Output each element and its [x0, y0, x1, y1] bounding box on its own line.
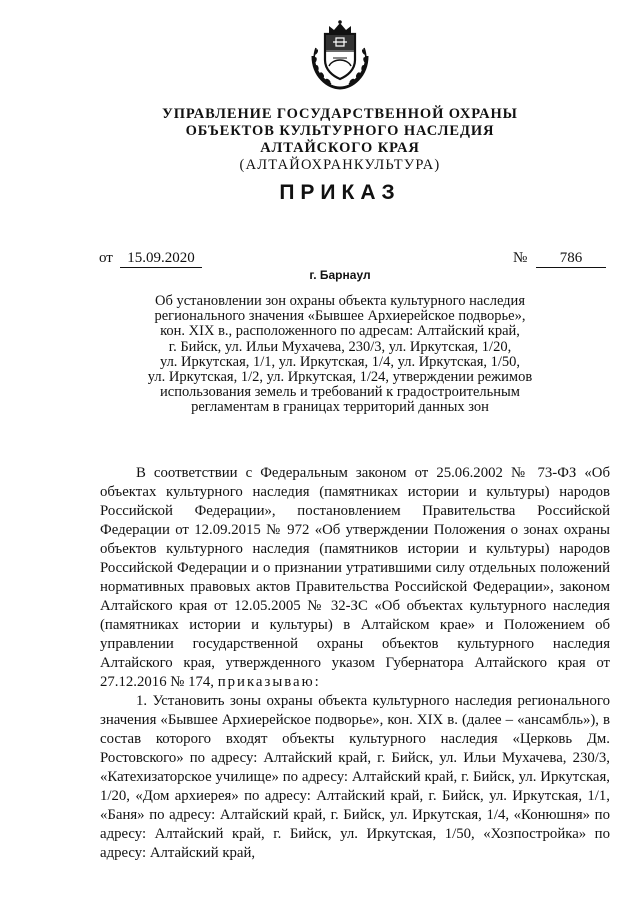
document-subject	[128, 294, 552, 416]
number-label: №	[513, 250, 528, 266]
subject-line: ул. Иркутская, 1/2, ул. Иркутская, 1/24, утверждении режимов	[147, 369, 533, 386]
org-name-line-3: АЛТАЙСКОГО КРАЯ	[260, 140, 420, 156]
order-word: приказываю:	[217, 674, 321, 690]
document-city: г. Барнаул	[309, 268, 371, 282]
document-title: ПРИКАЗ	[279, 181, 401, 204]
org-name-line-1: УПРАВЛЕНИЕ ГОСУДАРСТВЕННОЙ ОХРАНЫ	[162, 106, 518, 122]
document-date: 15.09.2020	[120, 250, 202, 268]
subject-line: регионального значения «Бывшее Архиерейское подворье»,	[154, 308, 526, 325]
subject-line: кон. XIX в., расположенного по адресам: Алтайский край,	[160, 323, 520, 340]
document-number: 786	[536, 250, 606, 268]
subject-line: регламентам в границах территорий данных зон	[191, 399, 489, 416]
date-label: от	[99, 250, 113, 266]
org-name-line-2: ОБЪЕКТОВ КУЛЬТУРНОГО НАСЛЕДИЯ	[185, 123, 495, 139]
document-body	[100, 464, 610, 863]
subject-line: ул. Иркутская, 1/1, ул. Иркутская, 1/4, ул. Иркутская, 1/50,	[159, 353, 521, 370]
coat-of-arms-icon	[303, 18, 377, 92]
subject-line: г. Бийск, ул. Ильи Мухачева, 230/3, ул. Иркутская, 1/20,	[168, 338, 512, 355]
preamble-text: В соответствии с Федеральным законом от 25.06.2002 № 73-ФЗ «Об объектах культурного наследия (памятниках истории и культуры) народов Российской Федерации», постановлением Правительства Российской Федерации от 12.09.2015 № 972 «Об утверждении Положения о зонах охраны объектов культурного наследия (памятников истории и культуры) народов Российской Федерации и о признании утратившими силу отдельных положений нормативных правовых актов Правительства Российской Федерации», законом Алтайского края от 12.05.2005 № 32-ЗС «Об объектах культурного наследия (памятниках истории и культуры) в Алтайском крае» и Положением об управлении государственной охраны объектов культурного наследия Алтайского края, утвержденного указом Губернатора Алтайского края от 27.12.2016 № 174,	[100, 465, 610, 690]
item-1-paragraph: 1. Установить зоны охраны объекта культурного наследия регионального значения «Бывшее Архиерейское подворье», кон. XIX в. (далее – «ансамбль»), в состав которого входят объекты культурного наследия «Церковь Дм. Ростовского» по адресу: Алтайский край, г. Бийск, ул. Ильи Мухачева, 230/3, «Катехизаторское училище» по адресу: Алтайский край, г. Бийск, ул. Иркутская, 1/20, «Дом архиерея» по адресу: Алтайский край, г. Бийск, ул. Иркутская, 1/1, «Баня» по адресу: Алтайский край, г. Бийск, ул. Иркутская, 1/4, «Конюшня» по адресу: Алтайский край, г. Бийск, ул. Иркутская, 1/50, «Хозпостройка» по адресу: Алтайский край,	[100, 693, 610, 861]
subject-line: использования земель и требований к градостроительным	[160, 384, 520, 401]
org-short-name: (АЛТАЙОХРАНКУЛЬТУРА)	[239, 157, 441, 173]
subject-line: Об установлении зон охраны объекта культурного наследия	[155, 293, 525, 309]
preamble-paragraph	[100, 464, 610, 692]
